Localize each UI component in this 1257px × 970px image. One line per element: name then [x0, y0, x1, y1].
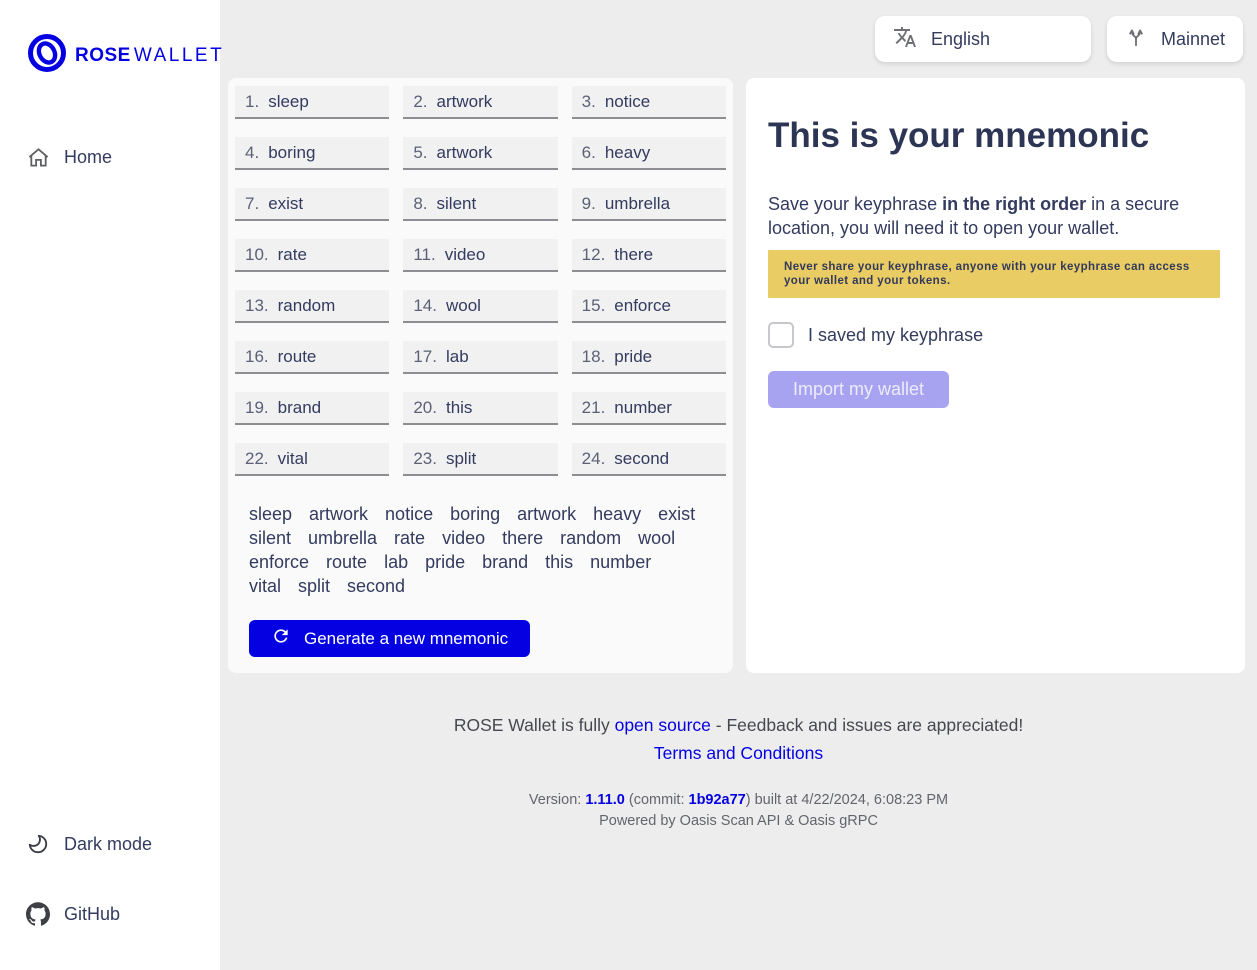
word-number: 24. — [581, 448, 606, 468]
word-number: 4. — [245, 142, 260, 162]
word-text: second — [614, 448, 670, 468]
mnemonic-word-cell — [572, 188, 726, 221]
word-text: this — [445, 397, 473, 417]
word-number: 15. — [581, 295, 606, 315]
saved-keyphrase-checkbox-row[interactable] — [768, 322, 1221, 348]
sidebar-item-label: Dark mode — [64, 833, 153, 854]
mnemonic-word-cell — [403, 188, 557, 221]
mnemonic-word-cell — [235, 290, 389, 323]
top-bar — [220, 0, 1257, 78]
page-footer — [220, 715, 1257, 829]
sidebar-item-home[interactable] — [0, 131, 220, 183]
word-number: 5. — [413, 142, 428, 162]
mnemonic-word-cell — [572, 239, 726, 272]
mnemonic-word-cell — [572, 137, 726, 170]
moon-icon — [26, 832, 50, 856]
word-text: artwork — [436, 91, 493, 111]
logo-bold-text: ROSE — [75, 44, 131, 66]
version-line — [220, 792, 1257, 808]
word-text: artwork — [436, 142, 493, 162]
description-post: in a secure location, you will need it to open your wallet. — [768, 194, 1180, 238]
translate-icon — [893, 25, 917, 54]
mnemonic-word-cell — [235, 86, 389, 119]
network-fork-icon — [1125, 26, 1147, 53]
refresh-icon — [271, 626, 291, 651]
mnemonic-phrase: sleep artwork notice boring artwork heavy exist silent umbrella rate video there random wool enforce route lab pride brand this number vital split second — [249, 504, 696, 596]
word-number: 19. — [245, 397, 269, 417]
commit-link[interactable]: 1b92a77 — [688, 792, 746, 808]
mnemonic-word-cell — [403, 239, 557, 272]
network-select-value: Mainnet — [1160, 28, 1225, 49]
mnemonic-word-cell — [403, 443, 557, 476]
keyphrase-warning: Never share your keyphrase, anyone with your keyphrase can access your wallet and your tokens. — [768, 250, 1220, 298]
mnemonic-word-cell — [235, 392, 389, 425]
word-text: boring — [268, 142, 316, 162]
word-number: 3. — [581, 91, 596, 111]
word-text: notice — [604, 91, 651, 111]
word-number: 10. — [245, 244, 269, 264]
sidebar-item-label: Home — [64, 146, 113, 167]
word-text: route — [277, 346, 317, 366]
mnemonic-word-cell — [235, 341, 389, 374]
network-select[interactable] — [1107, 16, 1243, 62]
mnemonic-word-cell — [403, 86, 557, 119]
word-text: silent — [436, 193, 477, 213]
word-number: 12. — [581, 244, 606, 264]
generate-mnemonic-label: Generate a new mnemonic — [304, 628, 509, 648]
mnemonic-word-cell — [572, 86, 726, 119]
mnemonic-word-cell — [235, 137, 389, 170]
word-number: 18. — [581, 346, 606, 366]
main-area — [220, 0, 1257, 970]
sidebar-item-label: GitHub — [64, 903, 121, 924]
word-number: 7. — [245, 193, 260, 213]
word-number: 14. — [413, 295, 437, 315]
word-text: sleep — [268, 91, 309, 111]
mnemonic-info-card — [746, 78, 1245, 673]
terms-and-conditions-link[interactable]: Terms and Conditions — [653, 743, 824, 763]
footer-line1-post: - Feedback and issues are appreciated! — [710, 715, 1024, 735]
version-link[interactable]: 1.11.0 — [585, 792, 625, 808]
logo-wordmark — [75, 45, 224, 67]
built-at-text: ) built at 4/22/2024, 6:08:23 PM — [745, 792, 949, 808]
home-icon — [26, 145, 50, 169]
word-number: 11. — [413, 244, 436, 264]
footer-line1-pre: ROSE Wallet is fully — [453, 715, 615, 735]
word-number: 23. — [413, 448, 437, 468]
word-text: vital — [277, 448, 308, 468]
saved-keyphrase-checkbox[interactable] — [768, 322, 794, 348]
word-number: 9. — [581, 193, 596, 213]
language-select[interactable] — [875, 16, 1091, 62]
word-text: number — [614, 397, 672, 417]
mnemonic-word-cell — [403, 290, 557, 323]
word-number: 8. — [413, 193, 428, 213]
mnemonic-word-cell — [572, 443, 726, 476]
sidebar-item-github[interactable] — [0, 888, 220, 940]
language-select-value: English — [930, 28, 990, 49]
mnemonic-word-cell — [572, 290, 726, 323]
word-text: video — [444, 244, 486, 264]
mnemonic-word-grid — [235, 86, 726, 476]
sidebar — [0, 0, 225, 970]
open-source-link[interactable]: open source — [614, 715, 711, 735]
mnemonic-word-cell — [572, 341, 726, 374]
word-number: 16. — [245, 346, 269, 366]
commit-label: (commit: — [624, 792, 689, 808]
generate-mnemonic-button[interactable] — [249, 620, 530, 657]
mnemonic-word-cell — [403, 341, 557, 374]
word-text: enforce — [614, 295, 671, 315]
mnemonic-word-cell — [235, 239, 389, 272]
saved-keyphrase-label: I saved my keyphrase — [808, 324, 984, 345]
word-number: 2. — [413, 91, 428, 111]
github-icon — [26, 902, 50, 926]
version-label: Version: — [528, 792, 586, 808]
word-text: lab — [445, 346, 469, 366]
rose-wallet-logo[interactable] — [0, 32, 225, 79]
logo-light-text: WALLET — [133, 44, 225, 66]
mnemonic-word-cell — [572, 392, 726, 425]
word-text: split — [445, 448, 477, 468]
word-text: exist — [268, 193, 304, 213]
powered-by-text: Powered by Oasis Scan API & Oasis gRPC — [599, 813, 878, 829]
word-text: umbrella — [604, 193, 671, 213]
word-text: there — [614, 244, 654, 264]
sidebar-item-dark-mode[interactable] — [0, 818, 220, 870]
content-row — [220, 78, 1257, 673]
mnemonic-word-cell — [235, 188, 389, 221]
word-text: rate — [277, 244, 307, 264]
description-bold: in the right order — [942, 194, 1087, 214]
word-number: 20. — [413, 397, 437, 417]
import-wallet-button[interactable]: Import my wallet — [768, 371, 949, 408]
word-number: 22. — [245, 448, 269, 468]
page-title: This is your mnemonic — [768, 116, 1150, 155]
word-number: 13. — [245, 295, 269, 315]
word-number: 21. — [581, 397, 606, 417]
mnemonic-words-card — [228, 78, 733, 673]
mnemonic-word-cell — [235, 443, 389, 476]
description-pre: Save your keyphrase — [768, 194, 943, 214]
word-text: pride — [614, 346, 653, 366]
save-keyphrase-description — [768, 192, 1220, 240]
word-number: 1. — [245, 91, 260, 111]
mnemonic-word-cell — [403, 137, 557, 170]
footer-open-source-line — [220, 715, 1257, 736]
rose-logo-icon — [26, 32, 68, 79]
word-number: 6. — [581, 142, 596, 162]
word-text: heavy — [604, 142, 651, 162]
mnemonic-word-cell — [403, 392, 557, 425]
word-text: brand — [277, 397, 322, 417]
word-text: random — [277, 295, 336, 315]
word-number: 17. — [413, 346, 437, 366]
word-text: wool — [445, 295, 481, 315]
